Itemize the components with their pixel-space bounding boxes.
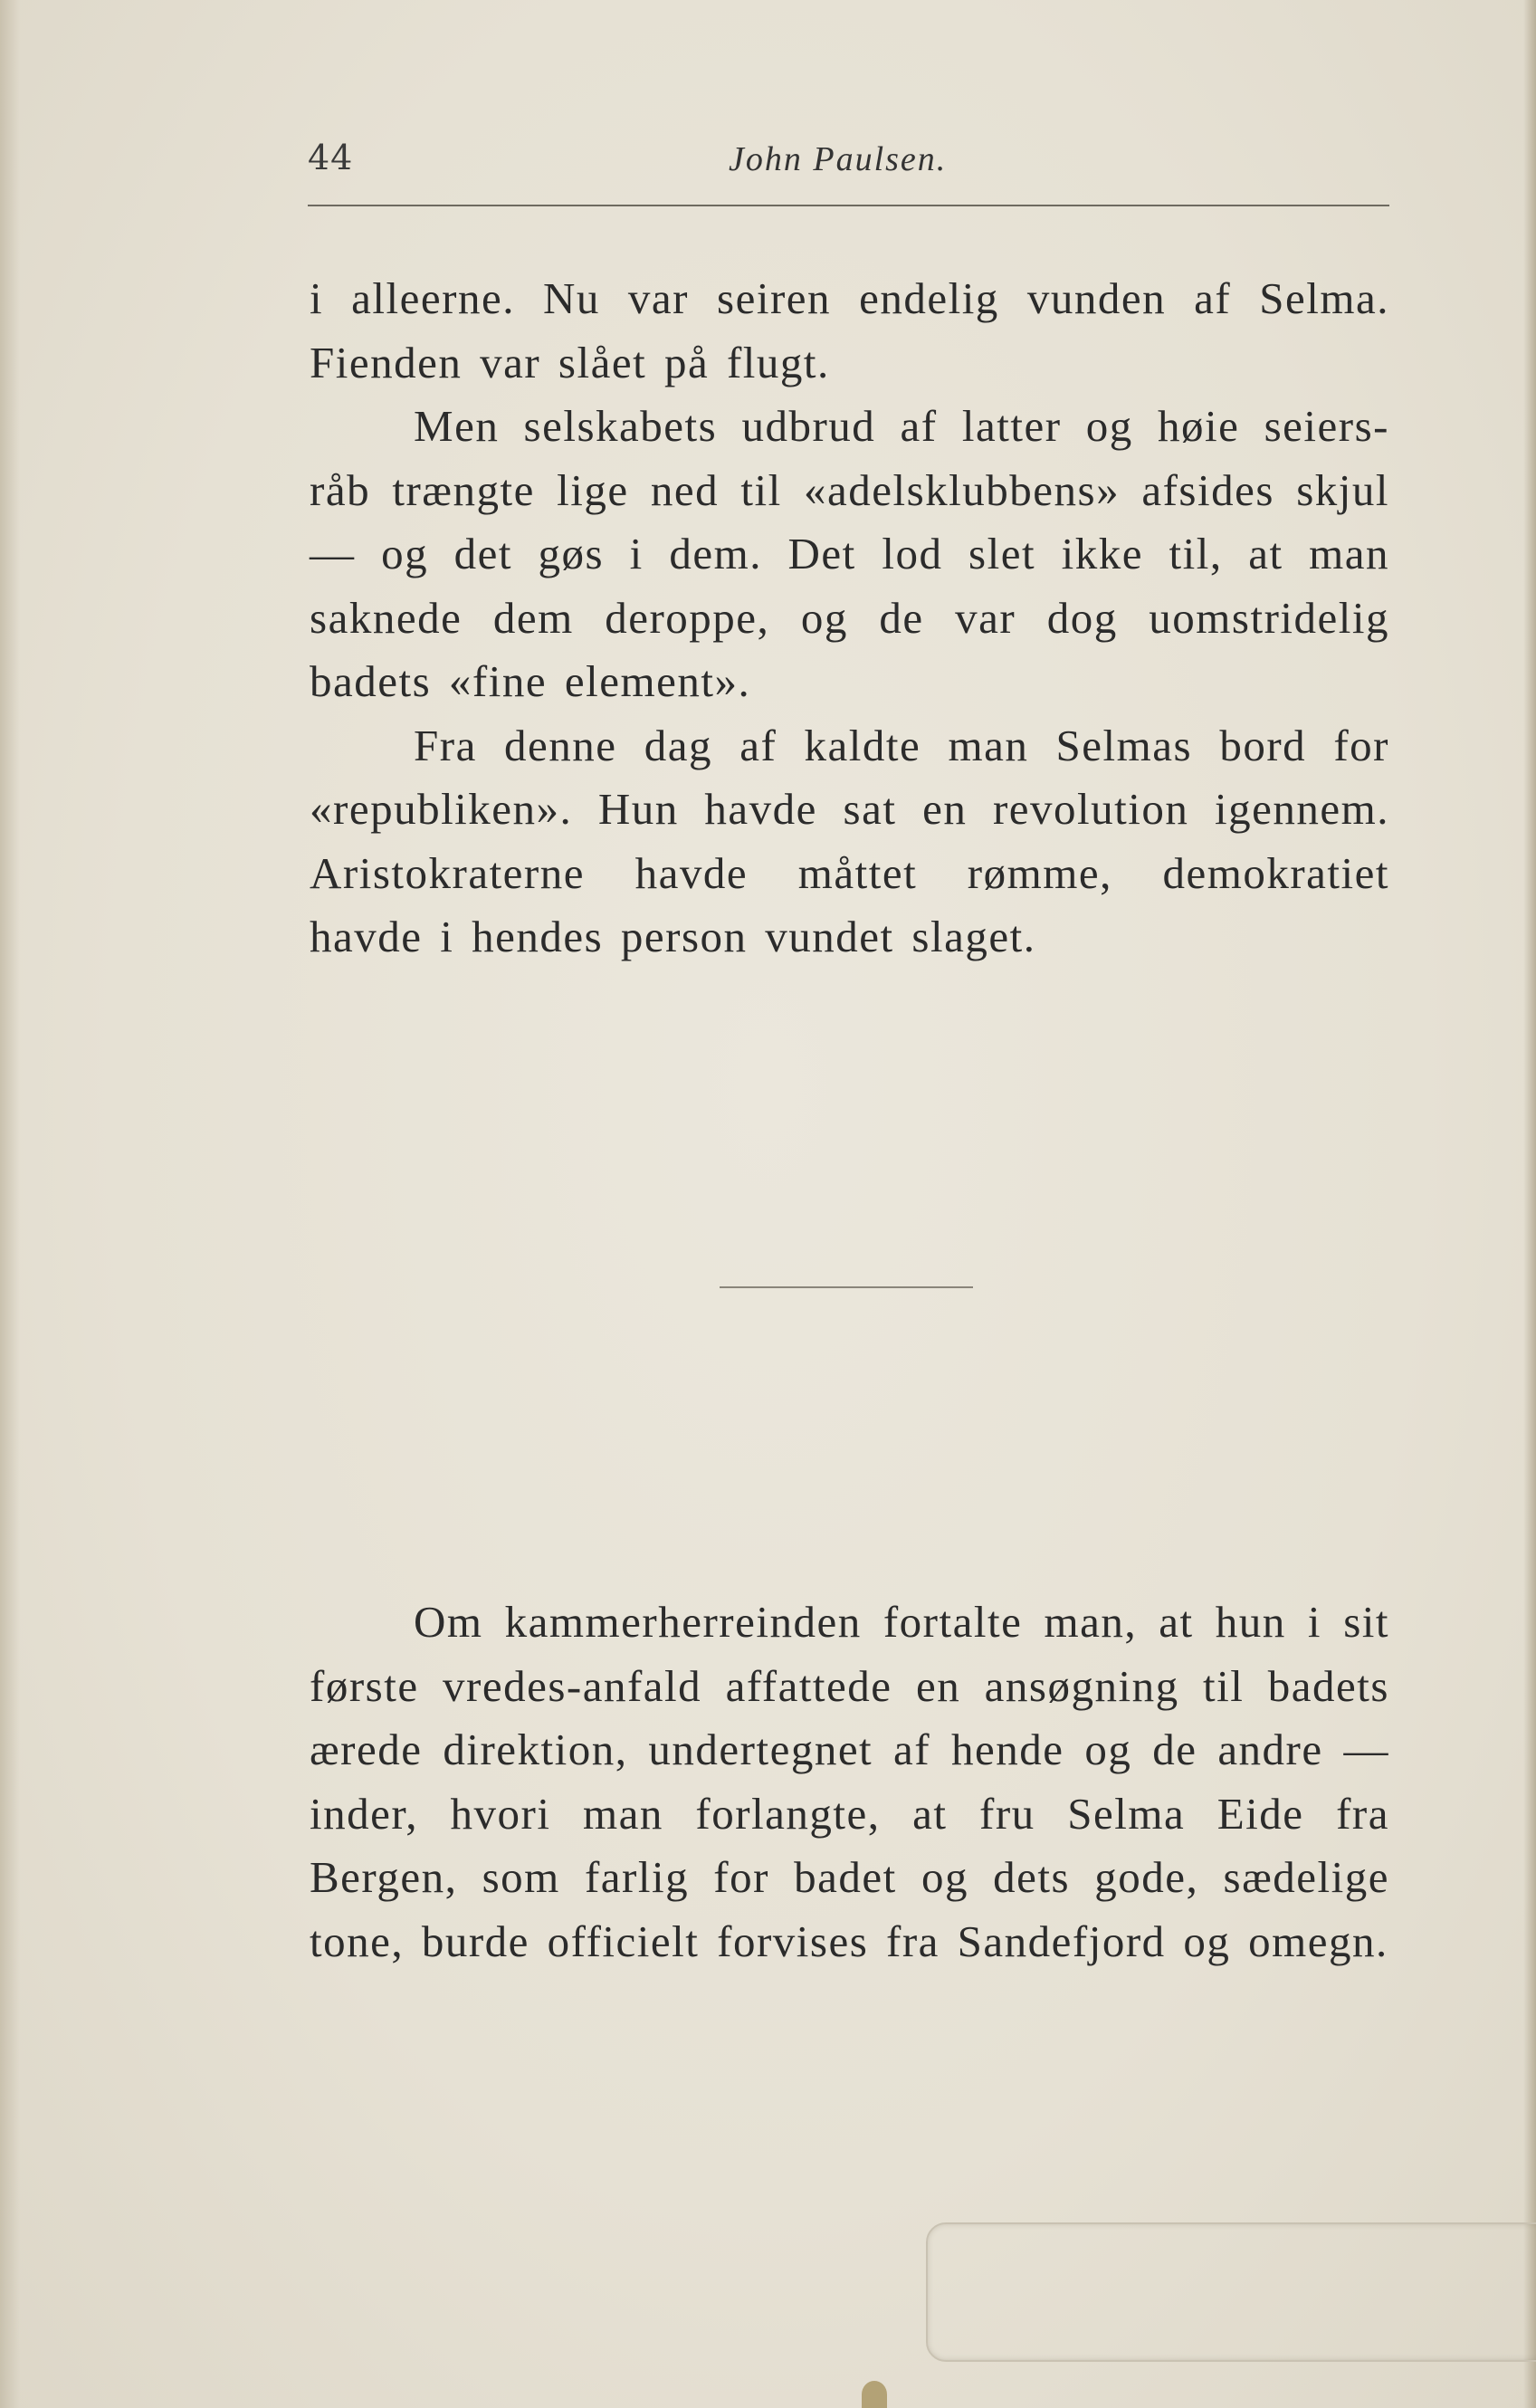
section-divider: [720, 1286, 973, 1288]
page-right-edge-shadow: [1523, 0, 1536, 2408]
paragraph: i alleerne. Nu var seiren endelig vunden af Selma. Fienden var slået på flugt.: [310, 273, 1389, 387]
page-left-edge-shadow: [0, 0, 20, 2408]
paragraph: Fra denne dag af kaldte man Selmas bord for «republiken». Hun havde sat en revolution igennem. Aristokraterne havde måttet rømme, demokratiet havde i hendes person vundet slaget.: [310, 720, 1389, 961]
paragraph: Men selskabets udbrud af latter og høie seiers-råb trængte lige ned til «adelsklubbens» afsides skjul — og det gøs i dem. Det lod slet ikke til, at man saknede dem deroppe, og de var dog uomstridelig badets «fine element».: [310, 401, 1389, 706]
binding-mark: [862, 2381, 887, 2408]
page-number: 44: [308, 138, 354, 177]
library-stamp-outline: [926, 2222, 1536, 2362]
paragraph: Om kammerherreinden fortalte man, at hun i sit første vredes-anfald affattede en ansøgning til badets ærede direktion, undertegnet af hende og de andre —inder, hvori man forlangte, at fru Selma Eide fra Bergen, som farlig for badet og dets gode, sædelige tone, burde officielt forvises fra Sandefjord og omegn.: [310, 1597, 1389, 1966]
running-title: John Paulsen.: [729, 140, 948, 178]
page-header: [308, 127, 1389, 199]
header-rule: [308, 205, 1389, 206]
text-block-second: [310, 1591, 1389, 1973]
text-block-first: [310, 267, 1389, 970]
